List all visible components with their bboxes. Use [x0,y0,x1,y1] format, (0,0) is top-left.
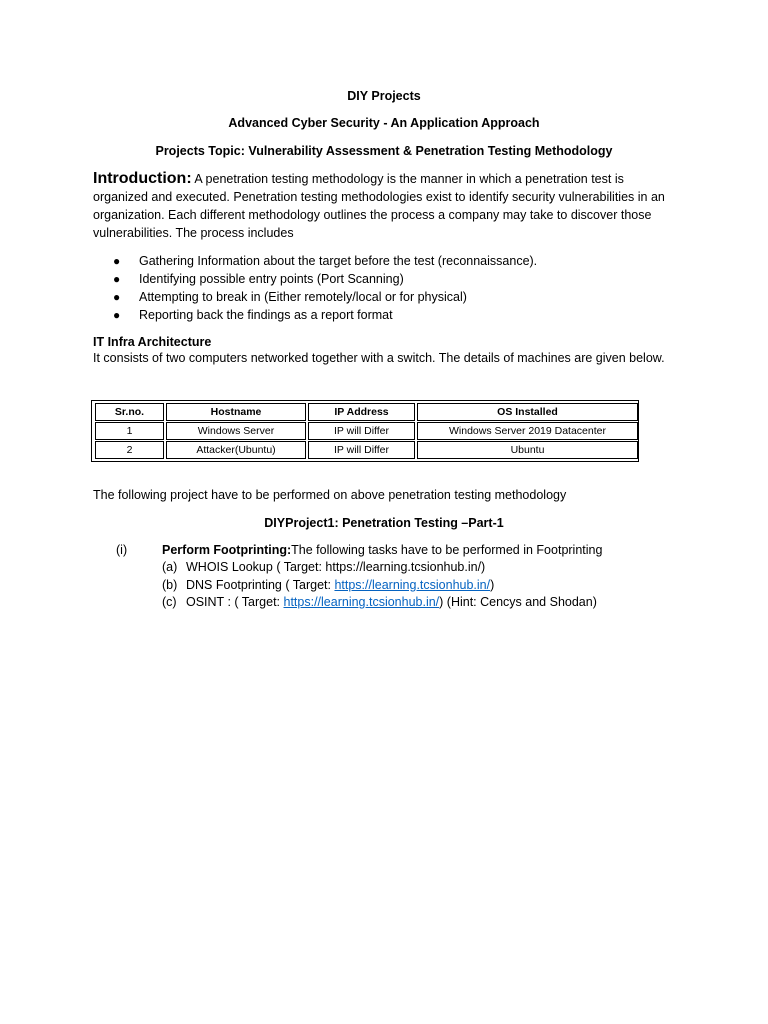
bullet-icon: ● [113,308,121,322]
table-cell: 2 [95,441,164,459]
column-header-ip-address: IP Address [308,403,415,421]
infra-description: It consists of two computers networked together with a switch. The details of machines are given below. [93,351,665,365]
subtask-prefix: OSINT : ( Target: [186,595,284,609]
process-list [113,252,673,324]
subtask-letter: (b) [162,578,178,592]
list-item-text: Reporting back the findings as a report format [139,308,393,322]
infra-heading: IT Infra Architecture [93,335,212,349]
subtask-letter: (a) [162,560,178,574]
intro-paragraph [93,170,678,242]
table-cell: IP will Differ [308,422,415,440]
doc-title: DIY Projects [347,89,421,103]
list-item-text: Attempting to break in (Either remotely/local or for physical) [139,290,467,304]
project-intro-text: The following project have to be performed on above penetration testing methodology [93,488,567,502]
table-cell: Attacker(Ubuntu) [166,441,306,459]
machines-table-frame [91,400,639,462]
table-row [95,441,638,459]
course-title: Advanced Cyber Security - An Application Approach [228,116,540,130]
subtask-suffix: ) (Hint: Cencys and Shodan) [439,595,597,609]
table-cell: Ubuntu [417,441,638,459]
list-item-text: Gathering Information about the target before the test (reconnaissance). [139,254,538,268]
table-cell: IP will Differ [308,441,415,459]
list-item [113,252,673,270]
column-header-srno: Sr.no. [95,403,164,421]
task-number: (i) [116,543,128,557]
target-link[interactable]: https://learning.tcsionhub.in/ [283,595,440,609]
machines-table [93,402,640,460]
list-item [113,270,673,288]
list-item [113,306,673,324]
project-topic: Projects Topic: Vulnerability Assessment & Penetration Testing Methodology [155,144,613,158]
task-description [162,542,602,558]
subtask-whois [162,559,485,576]
subtask-prefix: DNS Footprinting ( Target: [186,578,335,592]
table-cell: Windows Server 2019 Datacenter [417,422,638,440]
bullet-icon: ● [113,254,121,268]
subtask-dns [162,577,494,594]
table-cell: Windows Server [166,422,306,440]
task-title: Perform Footprinting: [162,543,292,557]
project-title: DIYProject1: Penetration Testing –Part-1 [264,516,504,530]
list-item [113,288,673,306]
bullet-icon: ● [113,290,121,304]
intro-text: A penetration testing methodology is the manner in which a penetration test is organized and executed. Penetration testing methodologies exist to identify security vulnerabilities in an organization. Each different methodology outlines the process a company may take to discover those vulnerabilities. The process includes [93,172,665,240]
table-header-row [95,403,638,421]
intro-heading: Introduction: [93,170,192,187]
subtask-letter: (c) [162,595,177,609]
table-cell: 1 [95,422,164,440]
subtask-osint [162,594,597,611]
bullet-icon: ● [113,272,121,286]
target-link[interactable]: https://learning.tcsionhub.in/ [334,578,491,592]
column-header-os-installed: OS Installed [417,403,638,421]
task-text: The following tasks have to be performed in Footprinting [291,543,603,557]
subtask-suffix: ) [490,578,495,592]
list-item-text: Identifying possible entry points (Port Scanning) [139,272,404,286]
column-header-hostname: Hostname [166,403,306,421]
table-row [95,422,638,440]
subtask-text: WHOIS Lookup ( Target: https://learning.tcsionhub.in/) [186,560,486,574]
